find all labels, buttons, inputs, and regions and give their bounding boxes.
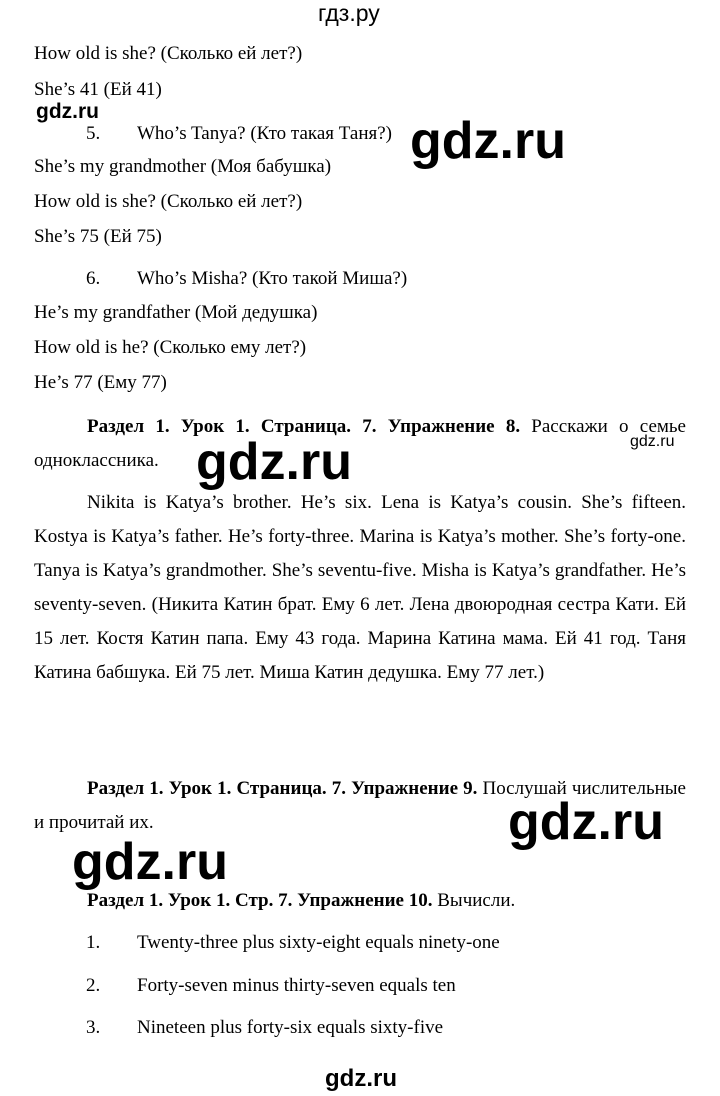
watermark: gdz.ru — [196, 433, 352, 491]
question-text: Who’s Tanya? (Кто такая Таня?) — [137, 123, 392, 144]
exercise-task: Вычисли. — [432, 890, 516, 911]
exercise-heading: Раздел 1. Урок 1. Страница. 7. Упражнение 9. — [87, 778, 478, 799]
exercise-8-text — [34, 486, 686, 690]
list-item: Forty-seven minus thirty-seven equals ten — [137, 975, 456, 996]
list-number: 1. — [86, 932, 101, 953]
text-line: She’s 41 (Ей 41) — [34, 79, 162, 100]
question-number: 6. — [86, 268, 101, 289]
question-number: 5. — [86, 123, 101, 144]
question-text: Who’s Misha? (Кто такой Миша?) — [137, 268, 408, 289]
watermark: gdz.ru — [36, 100, 99, 123]
text-line: How old is she? (Сколько ей лет?) — [34, 43, 303, 64]
exercise-task: Послушай числительные и прочитай их. — [34, 778, 686, 833]
watermark: gdz.ru — [72, 833, 228, 891]
list-item: Nineteen plus forty-six equals sixty-five — [137, 1017, 444, 1038]
text-line: How old is he? (Сколько ему лет?) — [34, 337, 307, 358]
text-line: He’s my grandfather (Мой дедушка) — [34, 302, 318, 323]
text-line: She’s my grandmother (Моя бабушка) — [34, 156, 332, 177]
text-line: She’s 75 (Ей 75) — [34, 226, 162, 247]
watermark: gdz.ru — [508, 793, 664, 851]
exercise-text: Nikita is Katya’s brother. He’s six. Lena is Katya’s cousin. She’s fifteen. Kostya is Katya’s father. He’s forty-three. Marina is Katya’s mother. She’s forty-one. Tanya is Katya’s grandmother. She’s seventu-five. Misha is Katya’s grandfather. He’s seventy-seven. (Никита Катин брат. Ему 6 лет. Лена двоюродная сестра Кати. Ей 15 лет. Костя Катин папа. Ему 43 года. Марина Катина мама. Ей 41 год. Таня Катина бабшука. Ей 75 лет. Миша Катин дедушка. Ему 77 лет.) — [34, 492, 686, 683]
exercise-heading: Раздел 1. Урок 1. Страница. 7. Упражнение 8. — [87, 416, 521, 437]
text-line: He’s 77 (Ему 77) — [34, 372, 167, 393]
list-item: Twenty-three plus sixty-eight equals ninety-one — [137, 932, 500, 953]
exercise-task: Расскажи о семье одноклассника. — [34, 416, 686, 471]
list-number: 3. — [86, 1017, 101, 1038]
exercise-8-heading — [34, 410, 686, 478]
exercise-10-heading — [87, 890, 515, 913]
watermark: gdz.ru — [410, 112, 566, 170]
watermark: gdz.ru — [325, 1065, 397, 1092]
exercise-heading: Раздел 1. Урок 1. Стр. 7. Упражнение 10. — [87, 890, 433, 911]
list-number: 2. — [86, 975, 101, 996]
watermark: gdz.ru — [630, 433, 675, 450]
site-header: гдз.ру — [318, 0, 380, 26]
text-line: How old is she? (Сколько ей лет?) — [34, 191, 303, 212]
